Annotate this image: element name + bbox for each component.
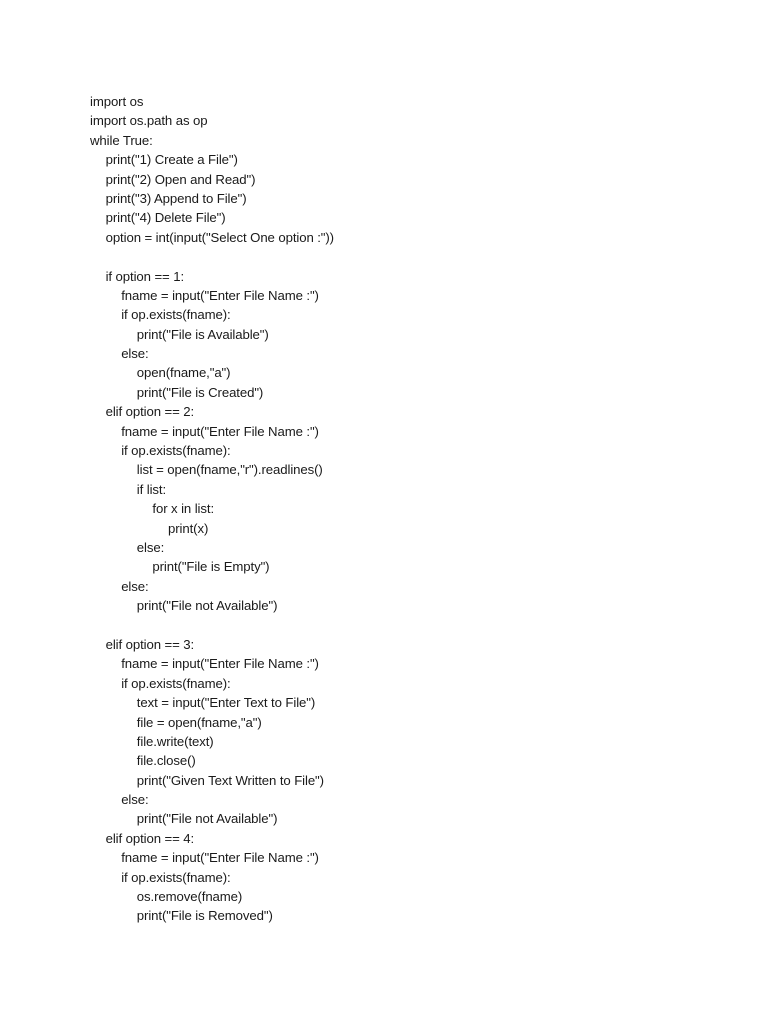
- code-line: print("File is Available"): [136, 326, 269, 342]
- code-line: open(fname,"a"): [136, 365, 231, 381]
- code-line: fname = input("Enter File Name :"): [121, 287, 319, 303]
- code-line: for x in list:: [152, 501, 215, 517]
- code-line: else:: [136, 539, 165, 555]
- code-line: if op.exists(fname):: [121, 307, 231, 323]
- code-line: print("File not Available"): [136, 598, 278, 614]
- code-block: [90, 92, 730, 926]
- code-line: print("File is Empty"): [152, 559, 270, 575]
- code-line: print("File not Available"): [136, 811, 278, 827]
- code-line: print("3) Append to File"): [105, 190, 247, 206]
- code-line: elif option == 4:: [105, 830, 195, 846]
- code-line: file.write(text): [136, 733, 214, 749]
- code-line: text = input("Enter Text to File"): [136, 695, 316, 711]
- code-line: import os: [90, 94, 144, 109]
- code-line: print("File is Created"): [136, 384, 264, 400]
- code-line: fname = input("Enter File Name :"): [121, 423, 319, 439]
- code-line: print("File is Removed"): [136, 908, 273, 924]
- code-line: if list:: [136, 481, 167, 497]
- code-line: print(x): [168, 520, 209, 536]
- code-line: option = int(input("Select One option :")): [105, 229, 334, 245]
- code-line: if op.exists(fname):: [121, 675, 231, 691]
- code-line: while True:: [90, 132, 153, 148]
- code-line: fname = input("Enter File Name :"): [121, 656, 319, 672]
- code-line: elif option == 3:: [105, 636, 195, 652]
- code-line: print("1) Create a File"): [105, 152, 238, 168]
- blank-line: [90, 616, 730, 635]
- code-line: if option == 1:: [105, 268, 185, 284]
- code-line: else:: [121, 346, 149, 362]
- code-line: else:: [121, 792, 149, 808]
- code-line: file.close(): [136, 753, 196, 769]
- code-line: if op.exists(fname):: [121, 869, 231, 885]
- code-line: print("Given Text Written to File"): [136, 772, 324, 788]
- code-line: if op.exists(fname):: [121, 443, 231, 459]
- code-line: else:: [121, 578, 149, 594]
- code-line: list = open(fname,"r").readlines(): [136, 462, 323, 478]
- code-line: print("2) Open and Read"): [105, 171, 256, 187]
- code-line: os.remove(fname): [136, 889, 243, 905]
- code-line: import os.path as op: [90, 113, 208, 129]
- code-line: print("4) Delete File"): [105, 210, 226, 226]
- blank-line: [90, 247, 730, 266]
- code-line: file = open(fname,"a"): [136, 714, 262, 730]
- code-line: elif option == 2:: [105, 404, 195, 420]
- code-line: fname = input("Enter File Name :"): [121, 850, 319, 866]
